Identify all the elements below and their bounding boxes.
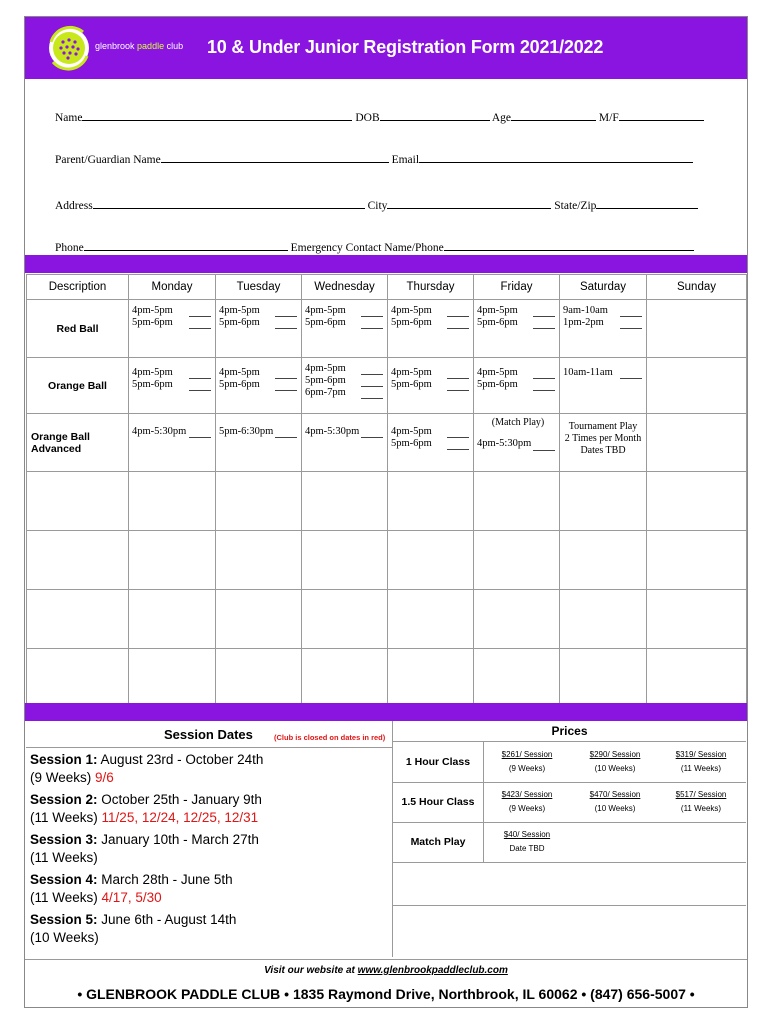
orange-wed-slot-2: 5pm-6pm [305,375,346,386]
orange-mon-slot-2: 5pm-6pm [132,379,173,390]
red-fri-slot-2: 5pm-6pm [477,317,518,328]
red-mon-check-1[interactable] [189,316,211,317]
orange-sat-slot-1: 10am-11am [563,367,613,378]
price-value: $261/ Session [501,750,553,759]
empty-cell [474,472,560,531]
empty-cell [647,472,747,531]
phone-field[interactable] [84,239,288,251]
orange-sun [647,358,747,414]
orange-thu-check-1[interactable] [447,378,469,379]
orange-fri-check-2[interactable] [533,390,555,391]
empty-cell [216,649,302,708]
session-2-dates: October 25th - January 9th [101,792,262,807]
adv-tue-slot: 5pm-6:30pm [219,426,274,437]
empty-cell [27,649,129,708]
orange-wed-check-1[interactable] [361,374,383,375]
empty-cell [474,649,560,708]
price-weeks: (10 Weeks) [594,804,636,813]
price-cell [483,788,571,816]
red-fri [474,300,560,358]
logo-word-paddle: paddle [137,41,165,51]
empty-cell [216,531,302,590]
price-weeks: (9 Weeks) [508,764,546,773]
red-thu-check-1[interactable] [447,316,469,317]
red-wed-slot-1: 4pm-5pm [305,305,346,316]
red-mon [129,300,216,358]
session-3-label: Session 3: [30,832,98,847]
schedule-header-row [27,275,747,300]
price-weeks: (10 Weeks) [594,764,636,773]
email-label: Email [391,154,420,166]
empty-cell [302,472,388,531]
session-5 [30,911,236,947]
orange-sat-check-1[interactable] [620,378,642,379]
red-sat [560,300,647,358]
price-cell [483,828,571,856]
session-5-dates: June 6th - August 14th [101,912,237,927]
adv-mon-check[interactable] [189,437,211,438]
city-label: City [367,200,388,212]
form-title: 10 & Under Junior Registration Form 2021/2022 [207,37,604,57]
col-description: Description [27,275,129,300]
empty-row-2 [27,531,747,590]
session-dates-header [26,721,392,748]
statezip-field[interactable] [596,197,698,209]
empty-cell [647,649,747,708]
session-4 [30,871,233,907]
session-2-label: Session 2: [30,792,98,807]
empty-cell [388,590,474,649]
red-mon-check-2[interactable] [189,328,211,329]
price-cell [571,748,659,776]
age-field[interactable] [511,109,596,121]
header-banner [25,17,747,79]
red-thu-check-2[interactable] [447,328,469,329]
empty-cell [474,531,560,590]
orange-tue-check-1[interactable] [275,378,297,379]
orange-mon [129,358,216,414]
session-1 [30,751,263,787]
price-weeks: (11 Weeks) [680,804,722,813]
red-wed-slot-2: 5pm-6pm [305,317,346,328]
adv-sat [560,414,647,472]
adv-sat-note-2: 2 Times per Month [564,433,642,444]
session-5-weeks: (10 Weeks) [30,930,99,945]
red-thu-slot-1: 4pm-5pm [391,305,432,316]
red-wed-check-2[interactable] [361,328,383,329]
red-mon-slot-1: 4pm-5pm [132,305,173,316]
empty-cell [560,649,647,708]
club-logo [43,22,193,74]
empty-cell [27,590,129,649]
registrant-fields [25,79,747,255]
empty-row-3 [27,590,747,649]
adv-thu-slot-2: 5pm-6pm [391,438,432,449]
session-4-weeks: (11 Weeks) [30,890,98,905]
orange-fri [474,358,560,414]
red-sun [647,300,747,358]
adv-thu-check-1[interactable] [447,437,469,438]
empty-cell [474,590,560,649]
email-field[interactable] [419,151,693,163]
red-sat-check-2[interactable] [620,328,642,329]
logo-wordmark [95,41,183,51]
parent-field[interactable] [161,151,389,163]
red-tue-slot-1: 4pm-5pm [219,305,260,316]
price-class-match-play: Match Play [393,822,484,862]
name-field[interactable] [82,109,352,121]
orange-sat [560,358,647,414]
empty-row-4 [27,649,747,708]
col-thursday: Thursday [388,275,474,300]
row-red-ball [27,300,747,358]
orange-wed [302,358,388,414]
address-label: Address [55,200,93,212]
session-1-dates: August 23rd - October 24th [100,752,264,767]
red-fri-check-2[interactable] [533,328,555,329]
session-4-dates: March 28th - June 5th [101,872,233,887]
session-dates-title: Session Dates [164,727,253,742]
orange-mon-slot-1: 4pm-5pm [132,367,173,378]
session-dates-panel [26,721,393,957]
row-orange-advanced [27,414,747,472]
dob-field[interactable] [380,109,490,121]
dob-label: DOB [355,112,380,124]
prices-title: Prices [393,721,746,742]
red-thu [388,300,474,358]
orange-wed-check-2[interactable] [361,386,383,387]
price-cell [571,788,659,816]
logo-word-glenbrook: glenbrook [95,41,135,51]
price-row-1-hour [393,742,746,783]
field-row-4 [55,239,694,254]
adv-fri [474,414,560,472]
emergency-label: Emergency Contact Name/Phone [290,242,444,254]
orange-adv-label: Orange Ball Advanced [27,414,129,472]
mf-field[interactable] [619,109,704,121]
col-wednesday: Wednesday [302,275,388,300]
adv-wed-slot: 4pm-5:30pm [305,426,360,437]
empty-cell [647,531,747,590]
col-tuesday: Tuesday [216,275,302,300]
price-class-1-5-hour: 1.5 Hour Class [393,782,484,822]
price-row-match-play [393,822,746,863]
orange-thu-check-2[interactable] [447,390,469,391]
col-monday: Monday [129,275,216,300]
adv-sat-note-3: Dates TBD [580,445,626,456]
orange-wed-slot-3: 6pm-7pm [305,387,346,398]
price-value: $40/ Session [503,830,551,839]
parent-label: Parent/Guardian Name [55,154,161,166]
red-wed [302,300,388,358]
adv-wed-check[interactable] [361,437,383,438]
adv-thu [388,414,474,472]
price-value: $423/ Session [501,790,553,799]
logo-word-club: club [166,41,184,51]
empty-cell [560,590,647,649]
price-class-1-hour: 1 Hour Class [393,742,484,782]
red-tue-check-1[interactable] [275,316,297,317]
price-weeks: (11 Weeks) [680,764,722,773]
empty-cell [216,472,302,531]
empty-row-1 [27,472,747,531]
session-2-weeks: (11 Weeks) [30,810,98,825]
price-cell [483,748,571,776]
adv-sun [647,414,747,472]
price-value: $470/ Session [589,790,641,799]
session-5-label: Session 5: [30,912,98,927]
orange-tue-check-2[interactable] [275,390,297,391]
orange-thu-slot-2: 5pm-6pm [391,379,432,390]
col-saturday: Saturday [560,275,647,300]
emergency-field[interactable] [444,239,694,251]
empty-cell [27,472,129,531]
orange-ball-label: Orange Ball [27,358,129,414]
phone-label: Phone [55,242,84,254]
statezip-label: State/Zip [554,200,597,212]
red-mon-slot-2: 5pm-6pm [132,317,173,328]
red-sat-slot-2: 1pm-2pm [563,317,604,328]
empty-cell [302,590,388,649]
session-4-closed: 4/17, 5/30 [101,890,162,905]
field-row-1 [55,109,704,124]
red-thu-slot-2: 5pm-6pm [391,317,432,328]
col-sunday: Sunday [647,275,747,300]
orange-mon-check-1[interactable] [189,378,211,379]
divider-band-top [25,255,747,273]
empty-cell [129,590,216,649]
orange-tue [216,358,302,414]
orange-tue-slot-1: 4pm-5pm [219,367,260,378]
adv-sat-note-1: Tournament Play [568,421,638,432]
session-2-closed: 11/25, 12/24, 12/25, 12/31 [101,810,259,825]
col-friday: Friday [474,275,560,300]
price-row-empty [393,863,746,906]
red-wed-check-1[interactable] [361,316,383,317]
orange-thu-slot-1: 4pm-5pm [391,367,432,378]
session-1-label: Session 1: [30,752,98,767]
price-cell [657,788,745,816]
session-2 [30,791,262,827]
empty-cell [216,590,302,649]
session-4-label: Session 4: [30,872,98,887]
orange-tue-slot-2: 5pm-6pm [219,379,260,390]
orange-thu [388,358,474,414]
adv-thu-check-2[interactable] [447,449,469,450]
empty-cell [560,472,647,531]
orange-wed-check-3[interactable] [361,398,383,399]
adv-mon-slot: 4pm-5:30pm [132,426,187,437]
red-fri-check-1[interactable] [533,316,555,317]
empty-cell [129,472,216,531]
registration-form [24,16,748,1008]
adv-fri-slot: 4pm-5:30pm [477,438,532,449]
adv-fri-note: (Match Play) [491,417,545,428]
divider-band-bottom [25,703,747,721]
club-address-line: • GLENBROOK PADDLE CLUB • 1835 Raymond Drive, Northbrook, IL 60062 • (847) 656-5007 • [77,986,695,1002]
orange-mon-check-2[interactable] [189,390,211,391]
price-row-1-5-hour [393,782,746,823]
red-sat-slot-1: 9am-10am [563,305,608,316]
adv-mon [129,414,216,472]
session-1-weeks: (9 Weeks) [30,770,92,785]
city-field[interactable] [387,197,551,209]
schedule-table [26,274,747,708]
adv-wed [302,414,388,472]
adv-fri-check[interactable] [533,450,555,451]
adv-tue [216,414,302,472]
red-tue-check-2[interactable] [275,328,297,329]
empty-cell [302,531,388,590]
red-tue-slot-2: 5pm-6pm [219,317,260,328]
adv-tue-check[interactable] [275,437,297,438]
price-value: $319/ Session [675,750,727,759]
red-fri-slot-1: 4pm-5pm [477,305,518,316]
red-tue [216,300,302,358]
paddle-ball-icon [43,22,93,74]
empty-cell [27,531,129,590]
website-link[interactable]: www.glenbrookpaddleclub.com [357,965,508,976]
red-sat-check-1[interactable] [620,316,642,317]
empty-cell [560,531,647,590]
price-cell [657,748,745,776]
price-value: $517/ Session [675,790,727,799]
session-3 [30,831,259,867]
visit-text: Visit our website at [264,965,355,976]
empty-cell [388,531,474,590]
orange-fri-slot-1: 4pm-5pm [477,367,518,378]
session-3-weeks: (11 Weeks) [30,850,98,865]
orange-fri-slot-2: 5pm-6pm [477,379,518,390]
website-line [25,959,747,982]
red-ball-label: Red Ball [27,300,129,358]
row-orange-ball [27,358,747,414]
session-3-dates: January 10th - March 27th [101,832,259,847]
empty-cell [129,531,216,590]
orange-wed-slot-1: 4pm-5pm [305,363,346,374]
price-weeks: (9 Weeks) [508,804,546,813]
price-weeks: Date TBD [509,844,545,853]
empty-cell [388,649,474,708]
address-field[interactable] [93,197,365,209]
mf-label: M/F [598,112,619,124]
price-value: $290/ Session [589,750,641,759]
adv-thu-slot-1: 4pm-5pm [391,426,432,437]
field-row-3 [55,197,698,212]
orange-fri-check-1[interactable] [533,378,555,379]
empty-cell [302,649,388,708]
empty-cell [388,472,474,531]
field-row-2 [55,151,693,166]
name-label: Name [55,112,83,124]
session-1-closed: 9/6 [95,770,114,785]
empty-cell [647,590,747,649]
age-label: Age [491,112,512,124]
empty-cell [129,649,216,708]
closed-dates-note: (Club is closed on dates in red) [274,733,386,742]
